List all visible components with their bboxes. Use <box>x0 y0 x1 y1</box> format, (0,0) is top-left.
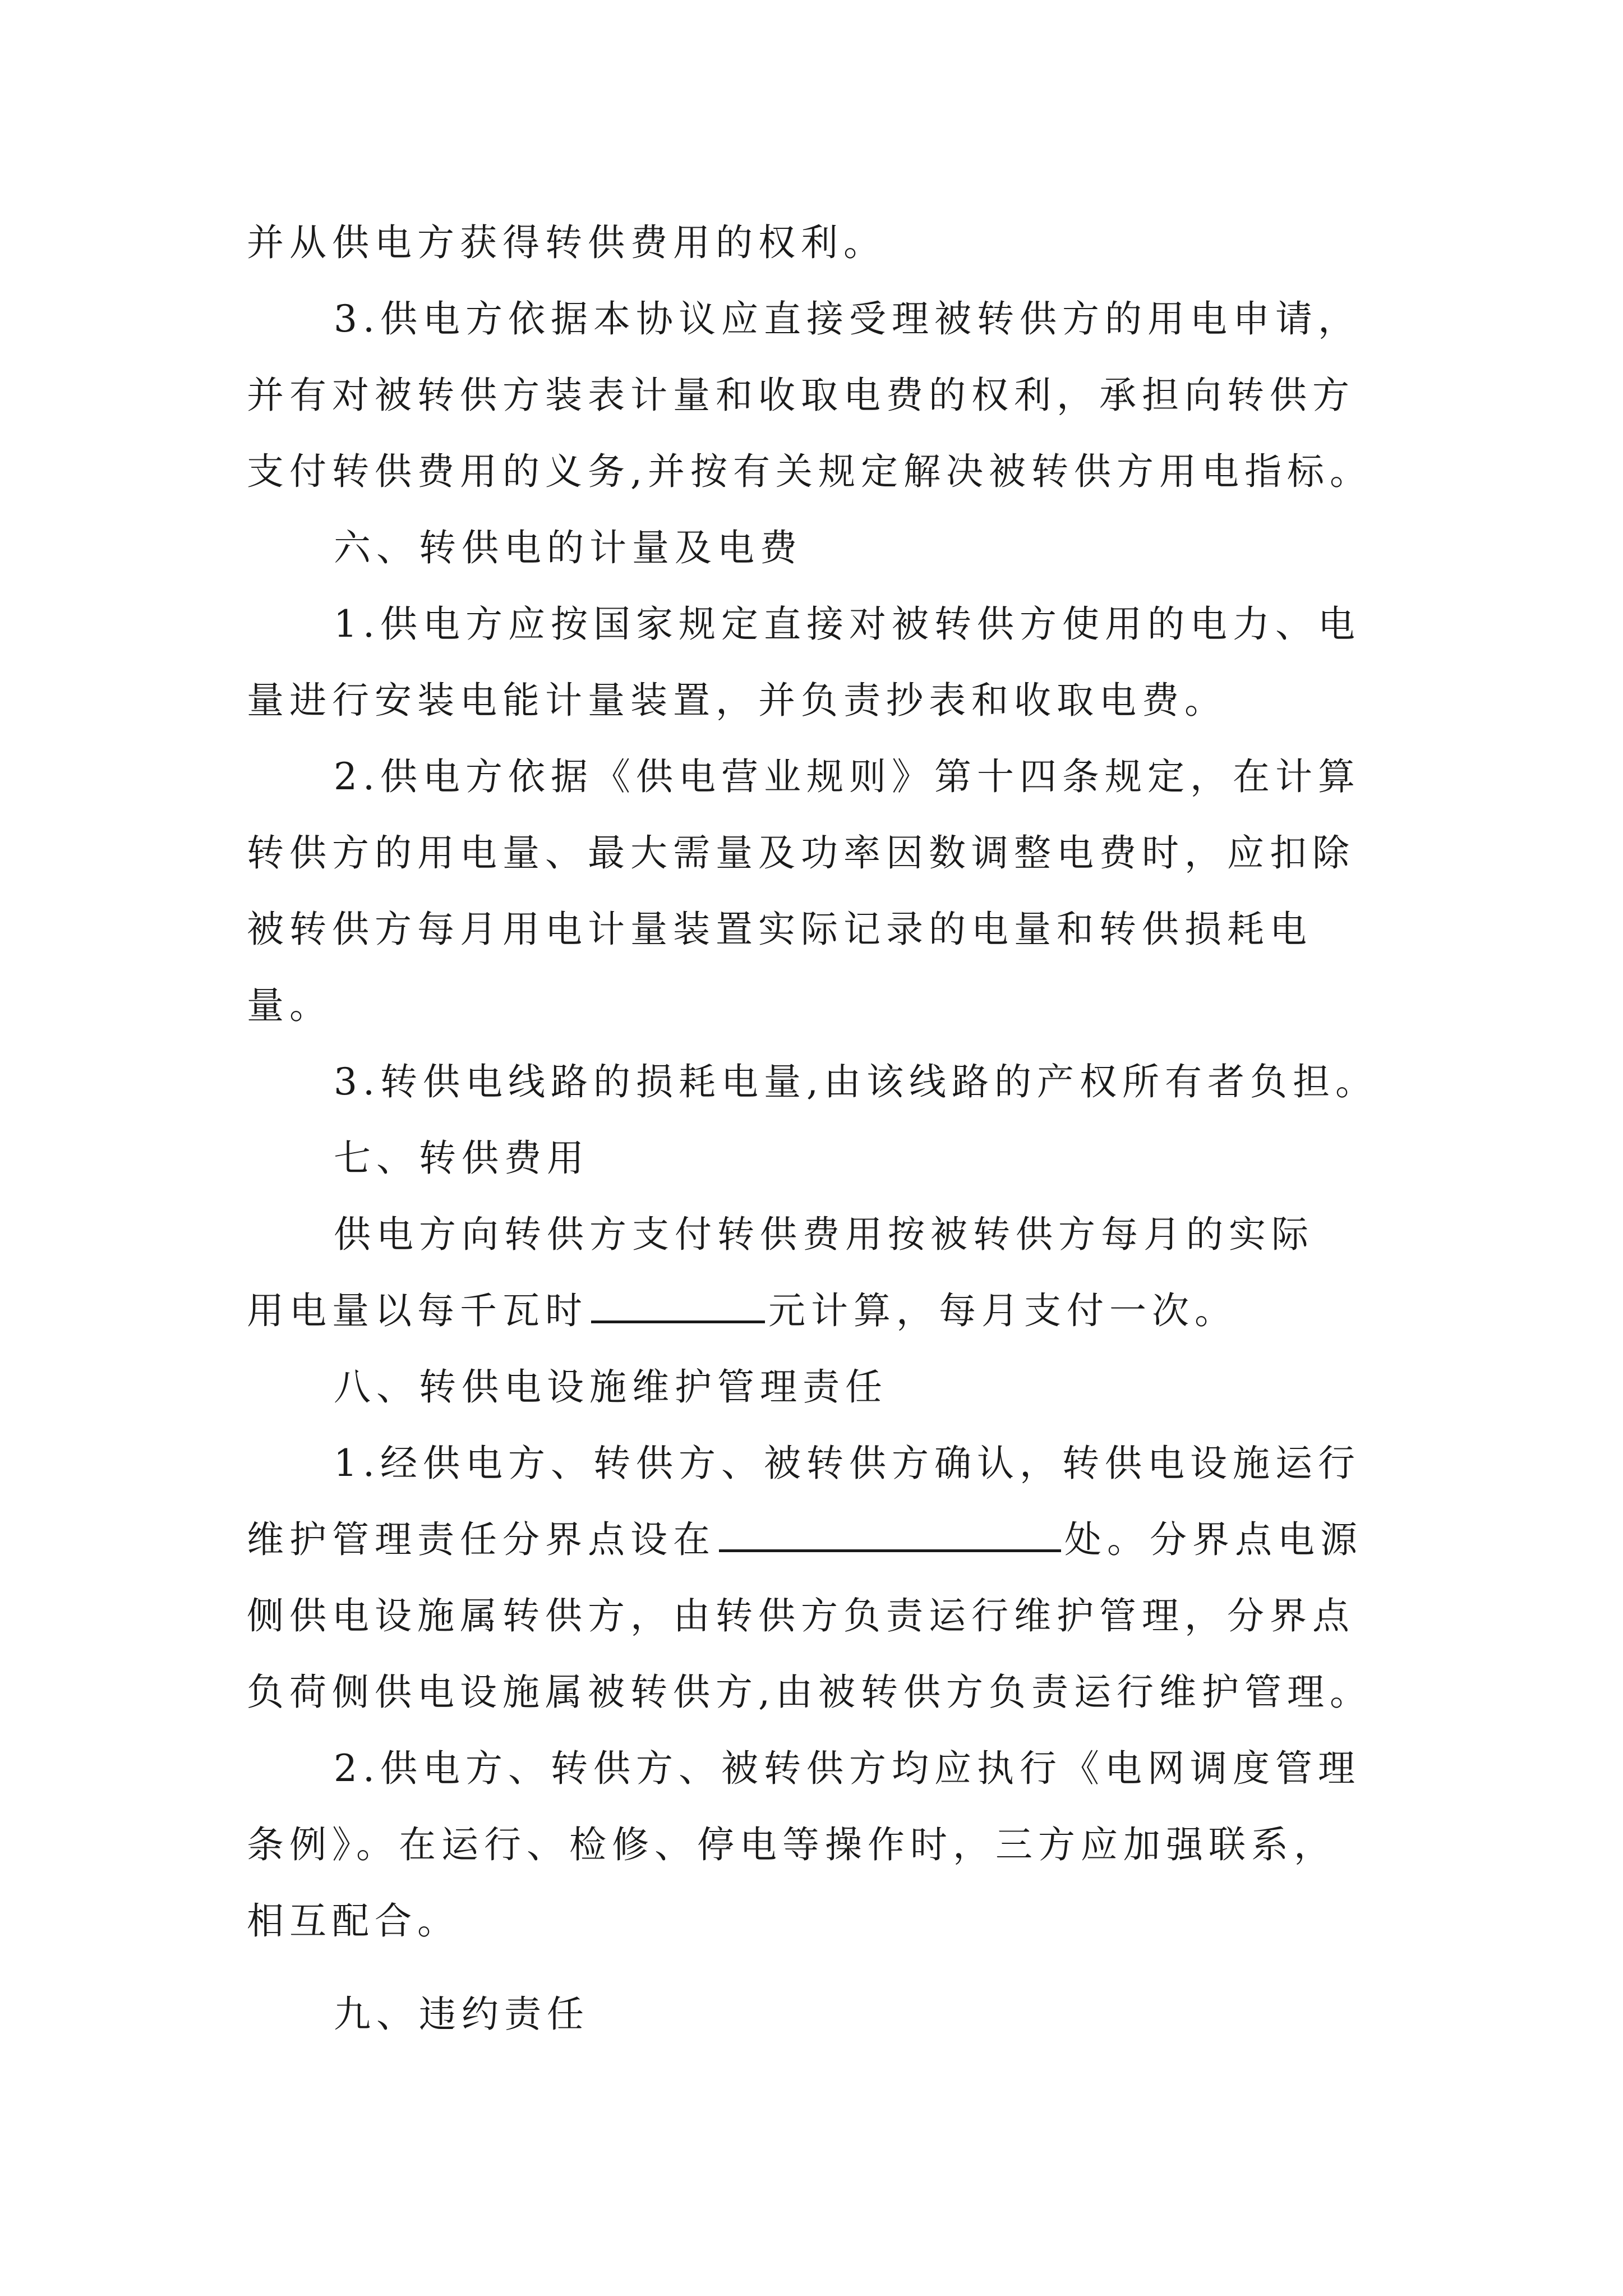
boundary-point-line <box>247 1502 1385 1578</box>
text-line: 转供方的用电量、最大需量及功率因数调整电费时，应扣除 <box>247 831 1355 875</box>
clause-8-2: 2.供电方、转供方、被转供方均应执行《电网调度管理 <box>334 1747 1361 1790</box>
section-heading-8: 八、转供电设施维护管理责任 <box>334 1365 888 1409</box>
text-line: 支付转供费用的义务,并按有关规定解决被转供方用电指标。 <box>247 450 1372 493</box>
boundary-point-suffix: 处。分界点电源 <box>1064 1518 1363 1561</box>
boundary-point-prefix: 维护管理责任分界点设在 <box>247 1518 716 1561</box>
fee-rate-blank[interactable] <box>591 1283 765 1323</box>
boundary-point-blank[interactable] <box>719 1512 1061 1552</box>
section-heading-7: 七、转供费用 <box>334 1137 589 1180</box>
clause-8-1: 1.经供电方、转供方、被转供方确认，转供电设施运行 <box>334 1442 1361 1485</box>
clause-6-2: 2.供电方依据《供电营业规则》第十四条规定，在计算 <box>334 755 1361 798</box>
document-body <box>247 205 1385 2053</box>
text-line: 条例》。在运行、检修、停电等操作时，三方应加强联系， <box>247 1823 1336 1866</box>
text-line: 量。 <box>247 984 332 1027</box>
clause-6-1: 1.供电方应按国家规定直接对被转供方使用的电力、电 <box>334 602 1361 646</box>
text-line: 负荷侧供电设施属被转供方,由被转供方负责运行维护管理。 <box>247 1671 1372 1714</box>
text-line: 并有对被转供方装表计量和收取电费的权利，承担向转供方 <box>247 374 1355 417</box>
text-line: 被转供方每月用电计量装置实际记录的电量和转供损耗电 <box>247 908 1312 951</box>
clause-7-text: 供电方向转供方支付转供费用按被转供方每月的实际 <box>334 1213 1314 1256</box>
clause-5-3: 3.供电方依据本协议应直接受理被转供方的用电申请， <box>334 297 1361 341</box>
text-line: 并从供电方获得转供费用的权利。 <box>247 221 886 264</box>
clause-6-3: 3.转供电线路的损耗电量,由该线路的产权所有者负担。 <box>334 1060 1378 1103</box>
text-line: 量进行安装电能计量装置，并负责抄表和收取电费。 <box>247 679 1227 722</box>
fee-rate-line <box>247 1273 1385 1349</box>
section-heading-6: 六、转供电的计量及电费 <box>334 526 803 569</box>
section-heading-9: 九、违约责任 <box>334 1993 589 2036</box>
fee-rate-suffix: 元计算，每月支付一次。 <box>768 1289 1237 1332</box>
fee-rate-prefix: 用电量以每千瓦时 <box>247 1289 588 1332</box>
text-line: 侧供电设施属转供方，由转供方负责运行维护管理，分界点 <box>247 1594 1355 1637</box>
text-line: 相互配合。 <box>247 1899 460 1943</box>
